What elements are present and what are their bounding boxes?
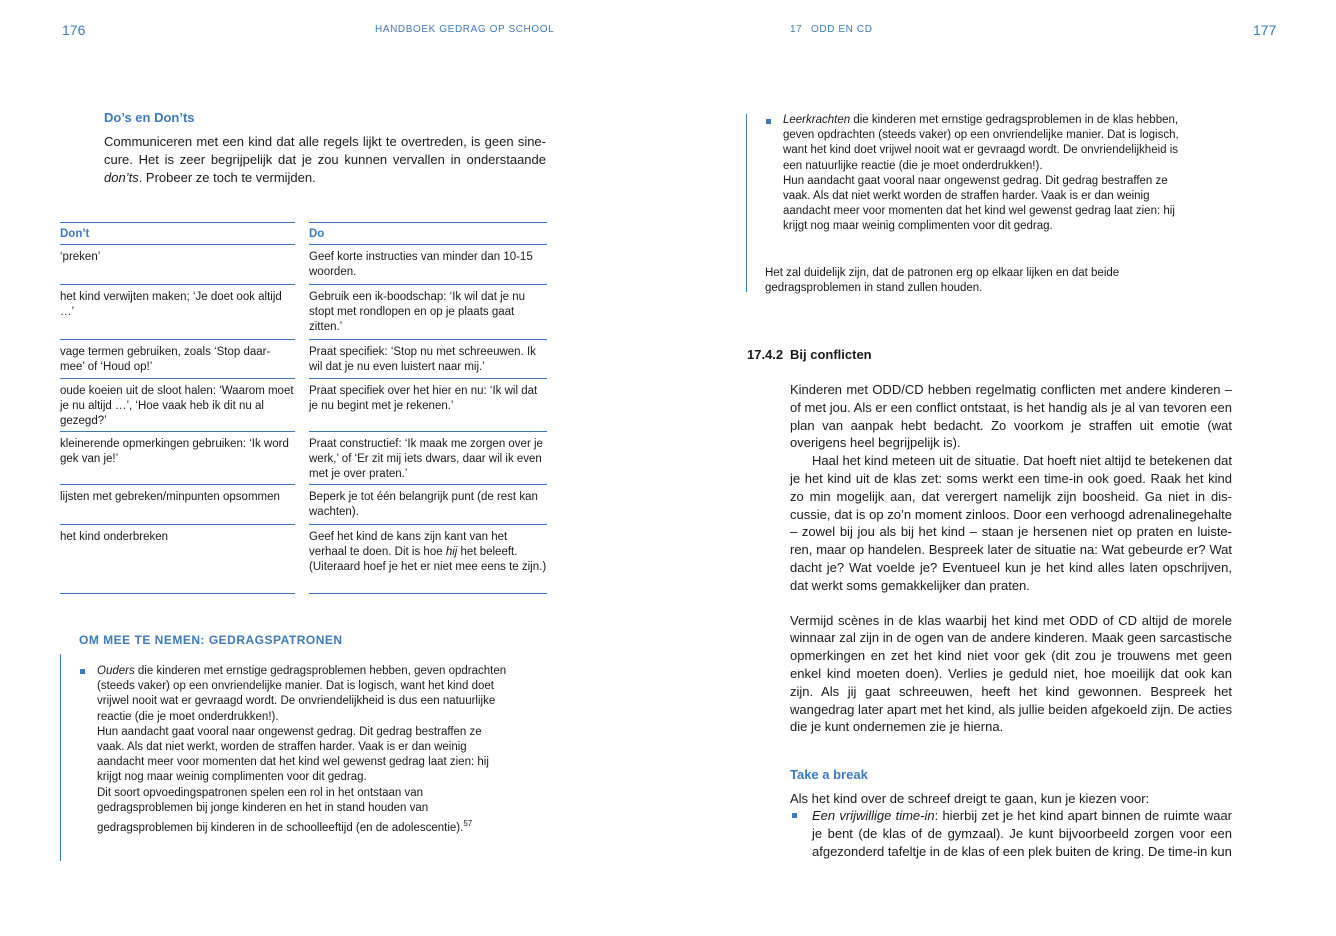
box-item-paragraph: Hun aandacht gaat vooral naar ongewenst gedrag. Dit gedrag bestraffen ze vaak. Als dat niet werkt worden de straffen harder. Vaak is er dan weinig aandacht meer voor momenten dat het kind wel gewenst gedrag laat zien: hij krijgt nog maar weinig complimenten voor dit gedrag. [783, 174, 1175, 233]
box-item-paragraph: Hun aandacht gaat vooral naar ongewenst gedrag. Dit gedrag bestraffen ze vaak. Als dat niet werkt, worden de straffen harder. Vaak is er dan weinig aandacht meer voor momenten dat het kind wel gewenst gedrag laat zien: hij krijgt nog maar weinig complimenten voor dit gedrag. [97, 725, 489, 784]
page-number-left: 176 [62, 22, 86, 38]
table-cell-dont: kleinerende opmerkingen gebruiken: ‘Ik word gek van je!’ [60, 432, 295, 485]
section-body [790, 381, 1232, 736]
table-cell-do: Geef korte instructies van minder dan 10-15 woorden. [309, 245, 547, 285]
table-header-do: Do [309, 222, 547, 245]
section-title: Bij conflicten [790, 347, 872, 362]
break-list-item: Een vrijwillige time-in: hierbij zet je het kind apart binnen de ruimte waar je bent (de klas of de gymzaal). Je kunt bijvoorbeeld zorgen voor een afgezonderd tafeltje in de klas of een plek buiten de kring. De time-in kun [812, 808, 1232, 859]
break-intro: Als het kind over de schreef dreigt te gaan, kun je kiezen voor: [790, 791, 1150, 806]
box-item-text: Ouders die kinderen met ernstige gedragsproblemen hebben, geven opdrachten (steeds vaker) op een onvriendelijke manier. Dat is logisch, want het kind doet vrijwel nooit wat er gevraagd wordt. De onvriendelijkheid is dus een natuurlijke reactie (die je moet onderdrukken!). [97, 665, 507, 723]
table-cell-do: Beperk je tot één belangrijk punt (de rest kan wachten). [309, 485, 547, 525]
box-item-paragraph: Dit soort opvoedingspatronen spelen een rol in het ontstaan van gedragsproblemen bij jonge kinderen en het in stand houden van gedragsproblemen bij kinderen in de schoolleeftijd (en de adolescentie).$^{57}$ [97, 786, 473, 834]
box-rule-right [746, 114, 747, 292]
bullet-icon [80, 669, 85, 674]
bullet-icon [766, 119, 771, 124]
section-number: 17.4.2 [747, 347, 784, 362]
box-list-item [97, 664, 509, 836]
table-cell-dont: het kind onderbreken [60, 525, 295, 594]
take-a-break-heading: Take a break [790, 767, 868, 782]
table-cell-do: Praat constructief: ‘Ik maak me zorgen over je werk,’ of ‘Er zit mij iets dwars, daar wil ik even met je over praten.’ [309, 432, 547, 485]
running-head-right: ODD EN CD [811, 24, 873, 35]
chapter-number: 17 [790, 24, 803, 35]
dos-donts-heading: Do’s en Don’ts [104, 110, 195, 125]
body-paragraph: Vermijd scènes in de klas waarbij het kind met ODD of CD altijd de morele winnaar zal zijn in de ogen van de andere kinderen. Maak geen sarcastische opmerkingen en zet het kind niet voor gek (dit zou je trouwens met geen enkel kind moeten doen). Verlies je geduld niet, hoe moeilijk dat ook kan zijn. Als jij gaat schreeuwen, heeft het kind gewonnen. Bespreek het wangedrag later apart met het kind, als jullie beiden afgekoeld zijn. De acties die je kunt ondernemen zie je hierna. [790, 612, 1232, 735]
box-item-text: Leerkrachten die kinderen met ernstige gedragsproblemen in de klas hebben, geven opdrachten (steeds vaker) op een onvriendelijke manier. Dat is logisch, want het kind doet vrijwel nooit wat er gevraagd wordt. De onvriendelijkheid is een natuurlijke reactie (die je moet onderdrukken!). [783, 114, 1179, 172]
table-cell-dont: het kind verwijten maken; ‘Je doet ook altijd …’ [60, 285, 295, 340]
table-cell-dont: oude koeien uit de sloot halen: ‘Waarom moet je nu altijd …’, ‘Hoe vaak heb ik dit nu al gezegd?’ [60, 379, 295, 432]
table-cell-do: Gebruik een ik-boodschap: ‘Ik wil dat je nu stopt met rondlopen en op je plaats gaat zitten.’ [309, 285, 547, 340]
table-cell-dont: ‘preken’ [60, 245, 295, 285]
table-cell-do: Praat specifiek: ‘Stop nu met schreeuwen. Ik wil dat je nu even luistert naar mij.’ [309, 340, 547, 379]
table-cell-dont: lijsten met gebreken/minpunten opsommen [60, 485, 295, 525]
footnote-marker: 57 [463, 819, 473, 829]
body-paragraph: Kinderen met ODD/CD hebben regelmatig conflicten met andere kinderen – of met jou. Als er een conflict ontstaat, is het handig als je al van tevoren een plan van aanpak hebt bedacht. Zo voorkom je straffen uit emotie (wat overigens heel begrijpelijk is). [790, 382, 1232, 451]
box-rule-left [60, 654, 61, 861]
box-title: OM MEE TE NEMEN: GEDRAGSPATRONEN [79, 633, 343, 647]
page-number-right: 177 [1253, 22, 1277, 38]
bullet-icon [792, 813, 797, 818]
table-cell-do: Geef het kind de kans zijn kant van het verhaal te doen. Dit is hoe hij het beleeft. (Uiteraard hoef je het er niet mee eens te zijn.) [309, 525, 547, 594]
box-list-item [783, 113, 1193, 235]
table-header-dont: Don’t [60, 222, 295, 245]
table-cell-dont: vage termen gebruiken, zoals ‘Stop daar-mee’ of ‘Houd op!’ [60, 340, 295, 379]
table-column-do [309, 222, 547, 594]
intro-paragraph: Communiceren met een kind dat alle regels lijkt te overtreden, is geen sine-cure. Het is zeer begrijpelijk dat je zou kunnen vervallen in onderstaande don’ts. Probeer ze toch te vermijden. [104, 134, 546, 185]
body-paragraph: Haal het kind meteen uit de situatie. Dat hoeft niet altijd te betekenen dat je het kind uit de klas zet: soms werkt een time-in ook goed. Raak het kind zo min mogelijk aan, dat verergert namelijk zijn boosheid. Ga niet in dis-cussie, dat is op zo’n moment zinloos. Door een verhoogd adrenalinegehalte – zowel bij jou als bij het kind – staan je hersenen niet op praten en luiste-ren, maar op handelen. Bespreek later de situatie na: Wat gebeurde er? Wat dacht je? Wat voelde je? Eventueel kun je het kind alles laten opschrijven, dat werkt soms gemakkelijker dan praten. [790, 453, 1232, 593]
table-cell-do: Praat specifiek over het hier en nu: ‘Ik wil dat je nu begint met je rekenen.’ [309, 379, 547, 432]
table-column-dont [60, 222, 295, 594]
running-head-left: HANDBOEK GEDRAG OP SCHOOL [375, 24, 555, 35]
box-closing-text: Het zal duidelijk zijn, dat de patronen erg op elkaar lijken en dat beide gedragsproblemen in stand zullen houden. [765, 267, 1120, 295]
